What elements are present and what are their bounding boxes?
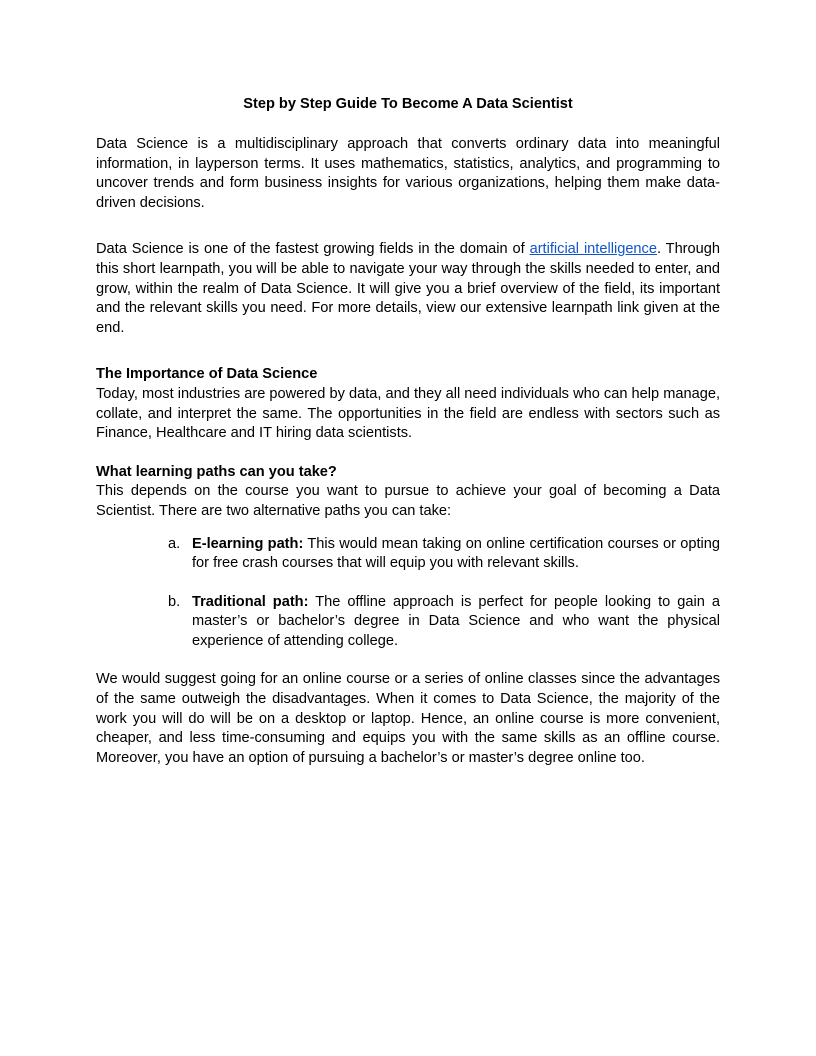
ai-paragraph-text-before: Data Science is one of the fastest growing fields in the domain of bbox=[96, 241, 530, 258]
list-marker: b. bbox=[168, 593, 181, 610]
artificial-intelligence-link[interactable]: artificial intelligence bbox=[529, 241, 657, 258]
ai-paragraph-text-after: . Through this short learnpath, you will be able to navigate your way through the skills needed to enter, and grow, within the realm of Data Science. It will give you a brief overview of the field, its important and the relevant skills you need. For more details, view our extensive learnpath link given at the end. bbox=[96, 241, 721, 336]
document-title: Step by Step Guide To Become A Data Scientist bbox=[243, 96, 573, 112]
learning-paths-list bbox=[96, 535, 720, 652]
intro-paragraph: Data Science is a multidisciplinary approach that converts ordinary data into meaningful information, in layperson terms. It uses mathematics, statistics, analytics, and programming to uncover trends and form business insights for various organizations, helping them make data-driven decisions. bbox=[96, 136, 720, 211]
list-marker: a. bbox=[168, 535, 181, 552]
document-page bbox=[96, 94, 720, 768]
list-item-text: This would mean taking on online certification courses or opting for free crash courses that will equip you with relevant skills. bbox=[192, 535, 721, 572]
importance-paragraph: Today, most industries are powered by data, and they all need individuals who can help manage, collate, and interpret the same. The opportunities in the field are endless with sectors such as Finance, Healthcare and IT hiring data scientists. bbox=[96, 385, 720, 442]
list-item-term: Traditional path: bbox=[192, 593, 309, 610]
list-item-text: The offline approach is perfect for people looking to gain a master’s or bachelor’s degree in Data Science and who want the physical experience of attending college. bbox=[192, 593, 720, 649]
list-item-term: E-learning path: bbox=[192, 535, 304, 552]
list-item-elearning bbox=[96, 535, 720, 574]
list-item-traditional bbox=[96, 593, 720, 652]
ai-paragraph bbox=[96, 240, 720, 338]
learning-paths-paragraph: This depends on the course you want to pursue to achieve your goal of becoming a Data Scientist. There are two alternative paths you can take: bbox=[96, 483, 720, 519]
learning-paths-heading: What learning paths can you take? bbox=[96, 463, 337, 480]
conclusion-paragraph: We would suggest going for an online course or a series of online classes since the advantages of the same outweigh the disadvantages. When it comes to Data Science, the majority of the work you will do will be on a desktop or laptop. Hence, an online course is more convenient, cheaper, and less time-consuming and equips you with the same skills as an offline course. Moreover, you have an option of pursuing a bachelor’s or master’s degree online too. bbox=[96, 671, 720, 766]
importance-heading: The Importance of Data Science bbox=[96, 366, 318, 383]
